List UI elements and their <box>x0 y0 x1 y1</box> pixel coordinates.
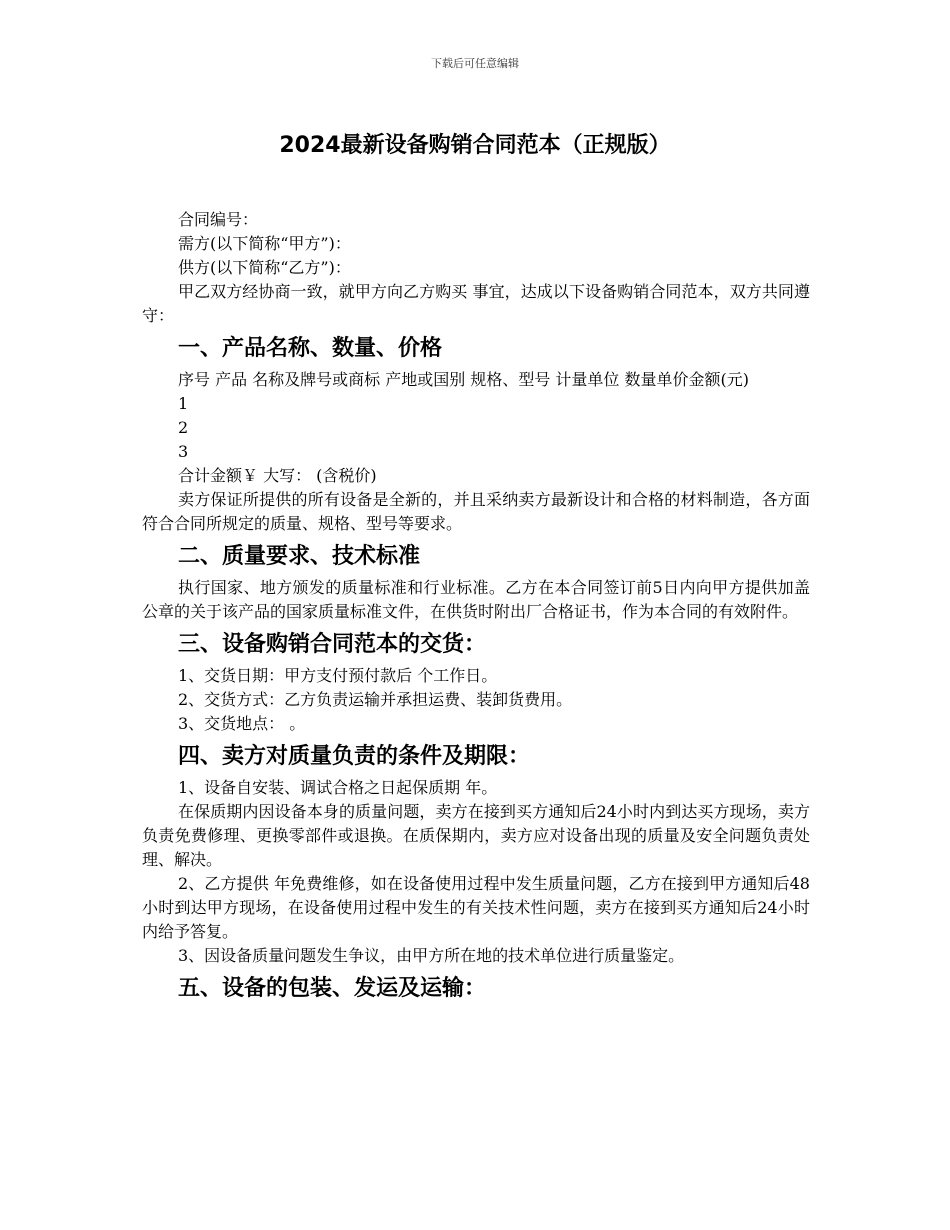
delivery-date-line: 1、交货日期：甲方支付预付款后 个工作日。 <box>178 666 498 685</box>
section-heading-4: 四、卖方对质量负责的条件及期限： <box>178 744 531 769</box>
page-header-note: 下载后可任意编辑 <box>431 57 519 70</box>
buyer-line: 需方(以下简称“甲方”)： <box>178 234 351 253</box>
quality-dispute-paragraph: 3、因设备质量问题发生争议，由甲方所在地的技术单位进行质量鉴定。 <box>178 946 685 965</box>
delivery-location-line: 3、交货地点： 。 <box>178 714 306 733</box>
warranty-period-line: 1、设备自安装、调试合格之日起保质期 年。 <box>178 778 498 797</box>
intro-paragraph: 甲乙双方经协商一致，就甲方向乙方购买 事宜，达成以下设备购销合同范本，双方共同遵守： <box>142 282 810 325</box>
quality-standard-paragraph: 执行国家、地方颁发的质量标准和行业标准。乙方在本合同签订前5日内向甲方提供加盖公章的关于该产品的国家质量标准文件，在供货时附出厂合格证书，作为本合同的有效附件。 <box>142 578 810 621</box>
product-table-header: 序号 产品 名称及牌号或商标 产地或国别 规格、型号 计量单位 数量单价金额(元) <box>178 370 750 389</box>
new-equipment-guarantee: 卖方保证所提供的所有设备是全新的，并且采纳卖方最新设计和合格的材料制造，各方面符合合同所规定的质量、规格、型号等要求。 <box>142 490 810 533</box>
document-title: 2024最新设备购销合同范本（正规版） <box>279 133 671 158</box>
product-row-3: 3 <box>178 442 189 461</box>
section-heading-1: 一、产品名称、数量、价格 <box>178 336 443 361</box>
section-heading-5: 五、设备的包装、发运及运输： <box>178 976 487 1001</box>
free-maintenance-paragraph: 2、乙方提供 年免费维修，如在设备使用过程中发生质量问题，乙方在接到甲方通知后48小时到达甲方现场，在设备使用过程中发生的有关技术性问题，卖方在接到买方通知后24小时内给予答复。 <box>142 874 810 941</box>
section-heading-2: 二、质量要求、技术标准 <box>178 544 421 569</box>
delivery-method-line: 2、交货方式：乙方负责运输并承担运费、装卸货费用。 <box>178 690 573 709</box>
product-row-1: 1 <box>178 394 189 413</box>
total-amount-line: 合计金额￥ 大写： (含税价) <box>178 466 377 485</box>
document-body <box>142 208 810 1008</box>
contract-number-line: 合同编号： <box>178 210 259 229</box>
supplier-line: 供方(以下简称“乙方”)： <box>178 258 351 277</box>
product-row-2: 2 <box>178 418 189 437</box>
warranty-repair-paragraph: 在保质期内因设备本身的质量问题，卖方在接到买方通知后24小时内到达买方现场，卖方负责免费修理、更换零部件或退换。在质保期内，卖方应对设备出现的质量及安全问题负责处理、解决。 <box>142 802 810 869</box>
section-heading-3: 三、设备购销合同范本的交货： <box>178 632 487 657</box>
